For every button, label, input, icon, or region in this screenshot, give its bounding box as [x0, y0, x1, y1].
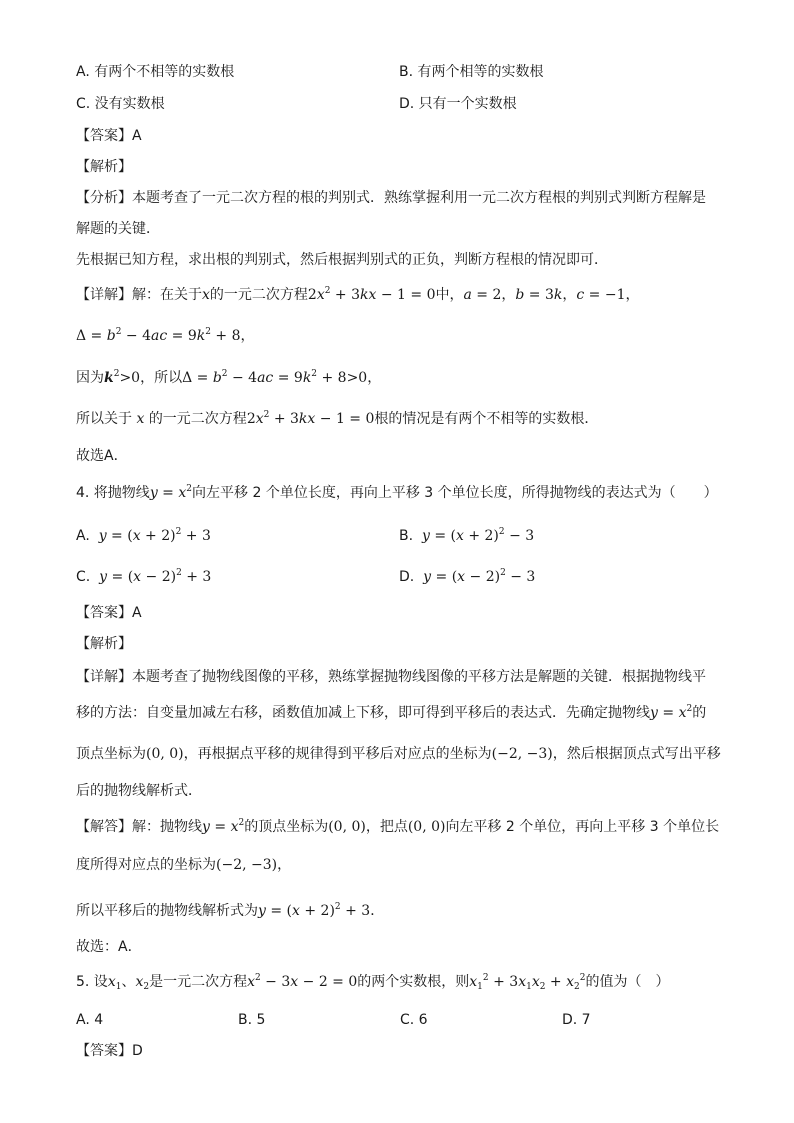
- q3-detail-line: 【详解】解：在关于x的一元二次方程$2x^2 + 3kx - 1 = 0$中，a = 2，b = 3k，c = −1，: [76, 286, 640, 303]
- q4-detail-line-1: 【详解】本题考查了抛物线图像的平移，熟练掌握抛物线图像的平移方法是解题的关键．根据抛物线平: [76, 669, 706, 685]
- q4-detail-line-3: 顶点坐标为(0, 0)，再根据点平移的规律得到平移后对应点的坐标为(−2, −3)，然后根据顶点式写出平移: [76, 746, 721, 762]
- q4-jieda-line-1: 【解答】解：抛物线$y = x^2$的顶点坐标为(0, 0)，把点(0, 0)向左平移 2 个单位，再向上平移 3 个单位长: [76, 818, 720, 835]
- q4-option-c: C. $y = (x - 2)^2 + 3$: [76, 568, 212, 585]
- q4-option-a: A. $y = (x + 2)^2 + 3$: [76, 527, 211, 544]
- q3-option-c: C. 没有实数根: [76, 96, 165, 112]
- q3-answer: 【答案】A: [76, 128, 142, 144]
- q3-fenxi-line-1: 【分析】本题考查了一元二次方程的根的判别式．熟练掌握利用一元二次方程根的判别式判断方程解是: [76, 190, 706, 206]
- q4-result-line: 所以平移后的抛物线解析式为$y = (x + 2)^2 + 3$．: [76, 902, 385, 919]
- q5-option-c: C. 6: [400, 1012, 428, 1028]
- q5-stem: 5. 设$x_1$、$x_2$是一元二次方程$x^2 - 3x - 2 = 0$的两个实数根，则$x_1^2 + 3x_1x_2 + x_2^2$的值为（ ）: [76, 973, 670, 992]
- q4-choose: 故选：A．: [76, 939, 142, 955]
- q3-fenxi-line-3: 先根据已知方程，求出根的判别式，然后根据判别式的正负，判断方程根的情况即可．: [76, 252, 608, 268]
- q3-analysis-label: 【解析】: [76, 159, 132, 175]
- q3-fenxi-line-2: 解题的关键．: [76, 221, 160, 237]
- q4-detail-line-4: 后的抛物线解析式．: [76, 783, 202, 799]
- q3-choose: 故选A．: [76, 448, 128, 464]
- q3-option-a: A. 有两个不相等的实数根: [76, 64, 235, 80]
- q5-option-d: D. 7: [562, 1012, 591, 1028]
- q5-answer: 【答案】D: [76, 1043, 143, 1059]
- q3-option-d: D. 只有一个实数根: [399, 96, 517, 112]
- q4-stem: 4. 将抛物线$y = x^2$向左平移 2 个单位长度，再向上平移 3 个单位长度，所得抛物线的表达式为（ ）: [76, 484, 718, 501]
- q3-delta-formula: $\Delta = b^2 - 4ac = 9k^2 + 8$，: [76, 327, 255, 344]
- q4-jieda-line-2: 度所得对应点的坐标为(−2, −3)，: [76, 857, 292, 873]
- q4-detail-line-2: 移的方法：自变量加减左右移，函数值加减上下移，即可得到平移后的表达式．先确定抛物线$y = x^2$的: [76, 704, 707, 721]
- q3-because-line: 因为$k^2>0$，所以$\Delta = b^2 - 4ac = 9k^2 + 8>0$，: [76, 369, 382, 386]
- q5-option-b: B. 5: [238, 1012, 266, 1028]
- q4-answer: 【答案】A: [76, 605, 142, 621]
- q5-option-a: A. 4: [76, 1012, 104, 1028]
- q3-option-b: B. 有两个相等的实数根: [399, 64, 544, 80]
- q4-option-b: B. $y = (x + 2)^2 - 3$: [399, 527, 535, 544]
- q4-analysis-label: 【解析】: [76, 636, 132, 652]
- q3-conclusion-line: 所以关于 x 的一元二次方程$2x^2 + 3kx - 1 = 0$根的情况是有两个不相等的实数根．: [76, 410, 599, 427]
- q4-option-d: D. $y = (x - 2)^2 - 3$: [399, 568, 536, 585]
